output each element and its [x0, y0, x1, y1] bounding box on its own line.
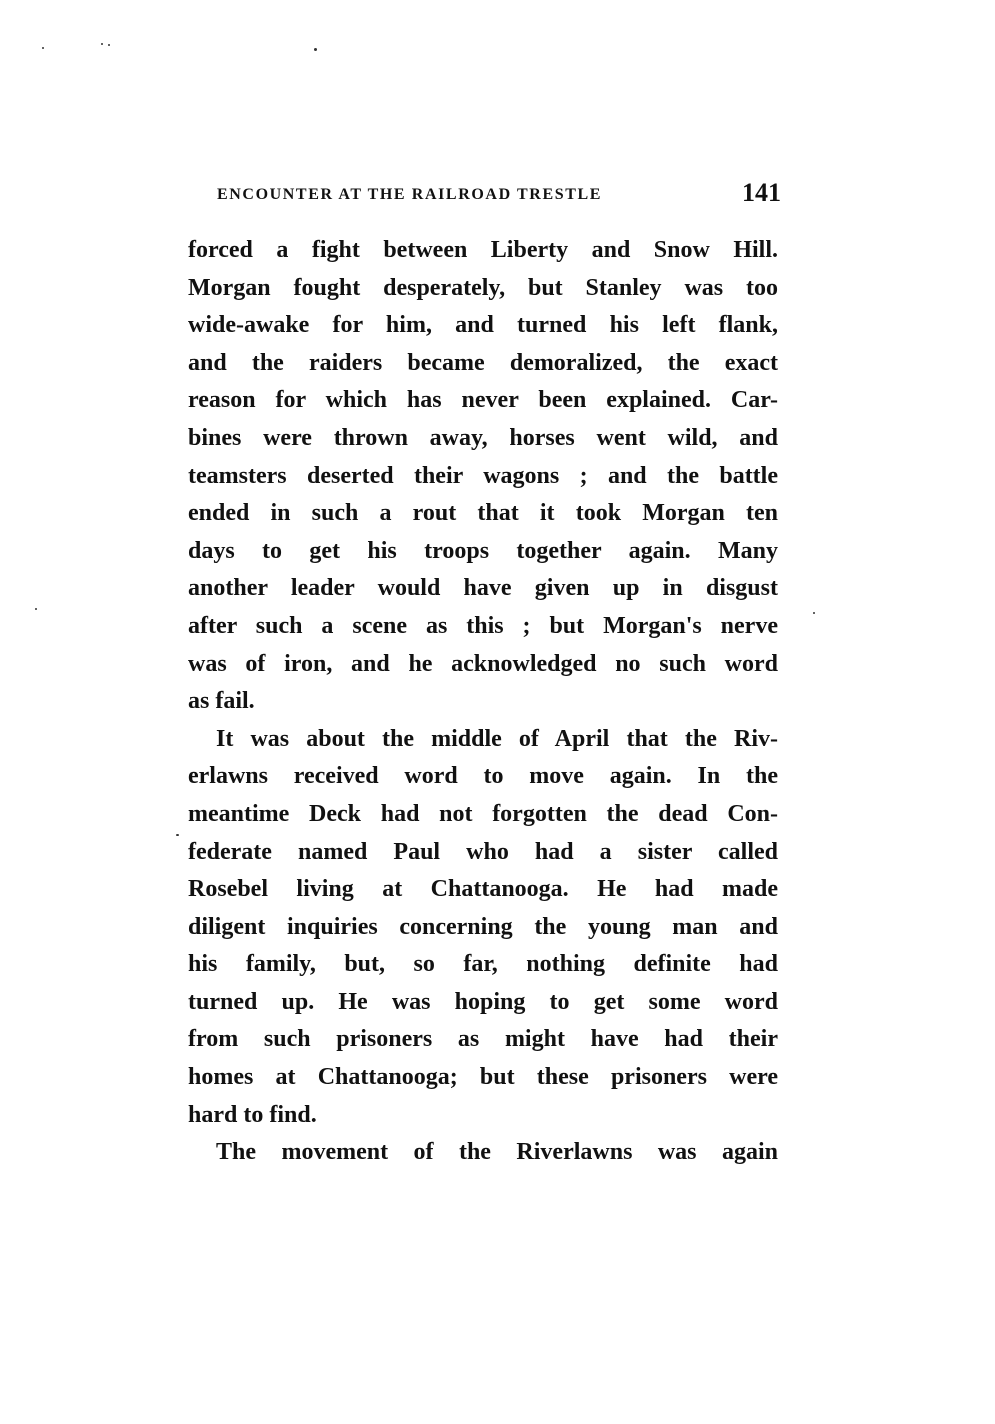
scan-speck — [108, 44, 110, 46]
text-line: and the raiders became demoralized, the exact — [188, 349, 778, 376]
text-line: his family, but, so far, nothing definite had — [188, 951, 778, 978]
text-line: homes at Chattanooga; but these prisoners were — [188, 1064, 778, 1091]
scan-speck — [813, 612, 815, 614]
text-line: federate named Paul who had a sister called — [188, 838, 778, 865]
text-line: The movement of the Riverlawns was again — [216, 1139, 778, 1166]
text-line: erlawns received word to move again. In the — [188, 763, 778, 790]
text-line: from such prisoners as might have had their — [188, 1026, 778, 1053]
running-head-title: ENCOUNTER AT THE RAILROAD TRESTLE — [217, 186, 603, 203]
text-line: turned up. He was hoping to get some word — [188, 988, 778, 1015]
text-line: hard to find. — [188, 1101, 317, 1128]
text-line: reason for which has never been explained. Car- — [188, 387, 778, 414]
text-line: as fail. — [188, 688, 255, 715]
text-line: It was about the middle of April that the Riv- — [216, 725, 778, 752]
page-number: 141 — [742, 178, 781, 207]
text-line: diligent inquiries concerning the young man and — [188, 913, 778, 940]
text-line: bines were thrown away, horses went wild, and — [188, 424, 778, 451]
text-line: after such a scene as this ; but Morgan's nerve — [188, 612, 778, 639]
text-line: meantime Deck had not forgotten the dead Con- — [188, 800, 778, 827]
scan-speck — [42, 47, 44, 49]
text-line: forced a fight between Liberty and Snow Hill. — [188, 237, 778, 263]
text-line: Rosebel living at Chattanooga. He had made — [188, 876, 778, 903]
scan-speck — [176, 834, 179, 836]
scan-speck — [35, 608, 37, 610]
text-line: wide-awake for him, and turned his left flank, — [188, 312, 778, 339]
text-line: days to get his troops together again. Many — [188, 537, 778, 564]
running-header — [215, 178, 781, 214]
text-line: ended in such a rout that it took Morgan ten — [188, 500, 778, 527]
text-line: another leader would have given up in disgust — [188, 575, 778, 602]
scan-speck — [314, 48, 317, 51]
body-text — [188, 232, 778, 1172]
scan-speck — [101, 43, 103, 45]
text-line: teamsters deserted their wagons ; and the battle — [188, 462, 778, 489]
text-line: was of iron, and he acknowledged no such word — [188, 650, 778, 677]
text-line: Morgan fought desperately, but Stanley was too — [188, 274, 778, 301]
